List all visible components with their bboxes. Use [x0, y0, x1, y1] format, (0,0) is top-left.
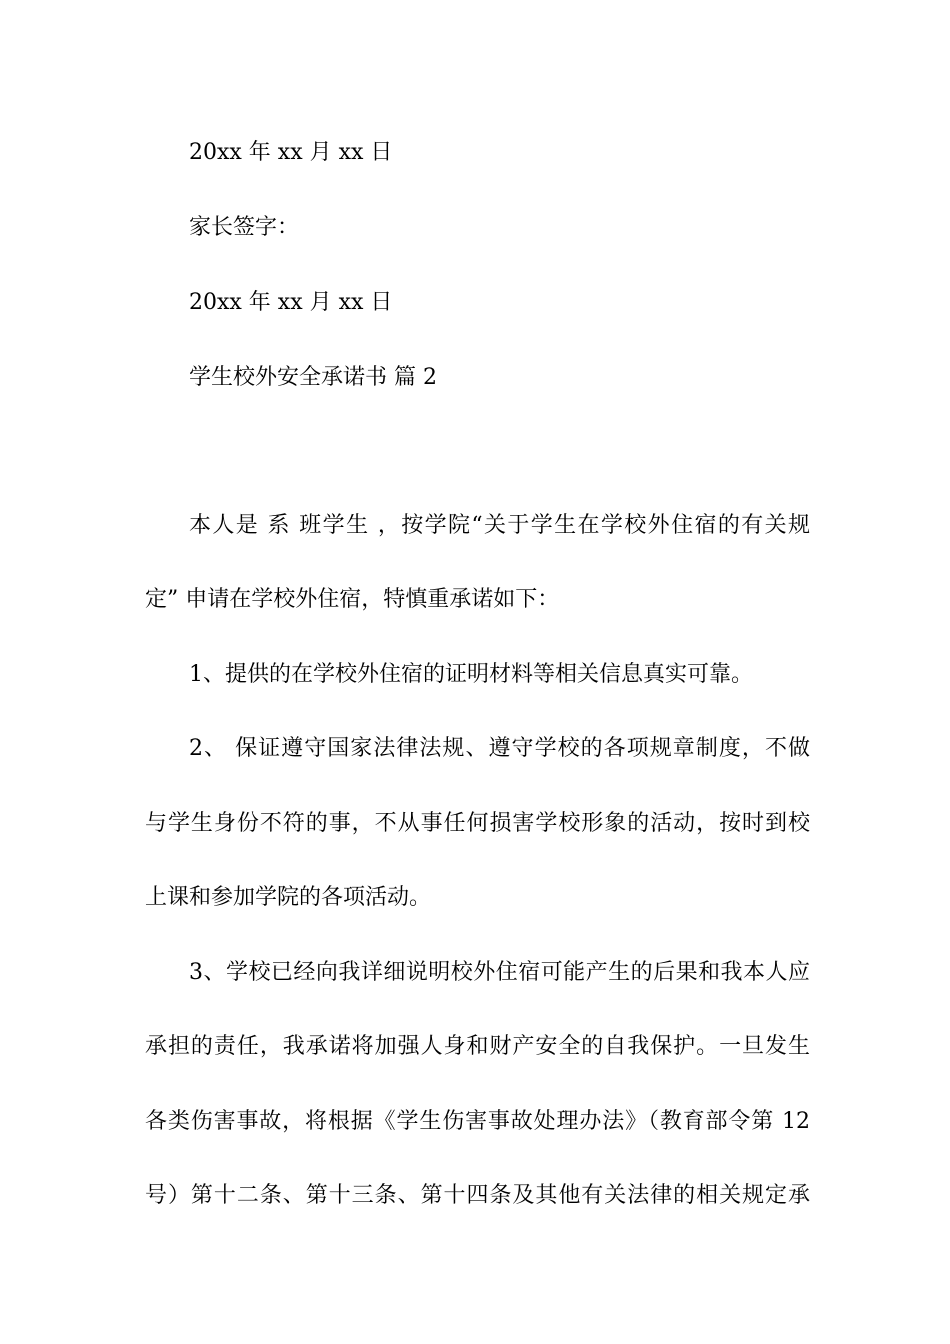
clause-3-line-1: 3、学校已经向我详细说明校外住宿可能产生的后果和我本人应 — [189, 960, 810, 985]
clause-2-line-1: 2、 保证遵守国家法律法规、遵守学校的各项规章制度，不做 — [189, 736, 810, 761]
date-line-student: 20xx 年 xx 月 xx 日 — [189, 140, 393, 165]
paragraph-intro-line-2: 定” 申请在学校外住宿，特慎重承诺如下： — [145, 587, 560, 612]
clause-3-line-3: 各类伤害事故，将根据《学生伤害事故处理办法》（教育部令第 12 — [145, 1109, 810, 1134]
date-line-parent: 20xx 年 xx 月 xx 日 — [189, 290, 393, 315]
clause-3-line-2: 承担的责任，我承诺将加强人身和财产安全的自我保护。一旦发生 — [145, 1034, 810, 1059]
parent-signature-label: 家长签字： — [189, 215, 300, 240]
clause-3-line-4: 号）第十二条、第十三条、第十四条及其他有关法律的相关规定承 — [145, 1183, 810, 1208]
clause-1-line-1: 1、提供的在学校外住宿的证明材料等相关信息真实可靠。 — [189, 662, 753, 687]
clause-2-line-3: 上课和参加学院的各项活动。 — [145, 885, 432, 910]
clause-2-line-2: 与学生身份不符的事，不从事任何损害学校形象的活动，按时到校 — [145, 811, 810, 836]
section-title: 学生校外安全承诺书 篇 2 — [189, 365, 437, 390]
paragraph-intro-line-1: 本人是 系 班学生 ，按学院“关于学生在学校外住宿的有关规 — [189, 513, 810, 538]
